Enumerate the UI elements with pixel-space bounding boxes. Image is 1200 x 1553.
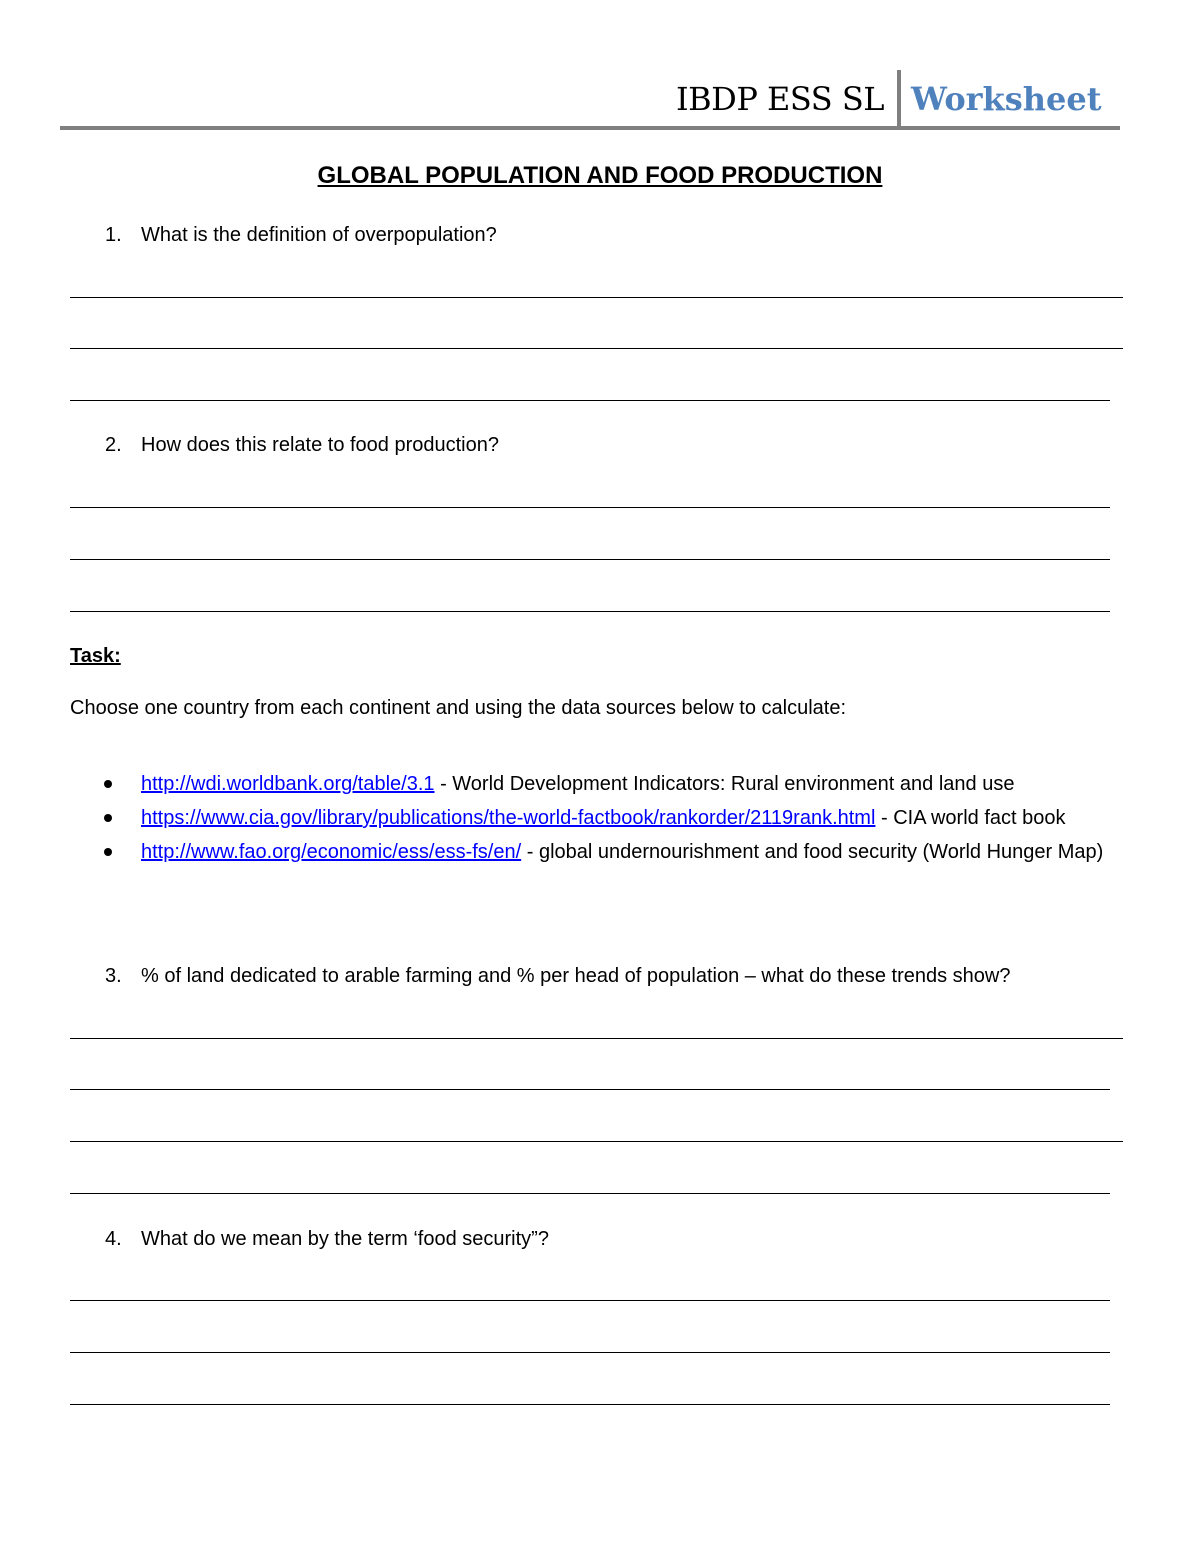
answer-line[interactable] [70,348,1123,349]
header-separator [897,70,901,127]
page-header [60,70,1120,130]
list-item [100,768,1110,800]
answer-line[interactable] [70,507,1110,508]
question-text: What is the definition of overpopulation? [141,224,497,246]
answer-line[interactable] [70,1193,1110,1194]
question-3 [105,965,1010,988]
question-text: % of land dedicated to arable farming and % per head of population – what do these trends show? [141,965,1011,987]
source-description: - World Development Indicators: Rural environment and land use [434,773,1015,795]
task-label: Task: [70,645,121,667]
worldbank-link[interactable]: http://wdi.worldbank.org/table/3.1 [141,773,435,795]
worksheet-title: GLOBAL POPULATION AND FOOD PRODUCTION [317,162,883,189]
question-1 [105,224,497,247]
list-item [100,836,1110,868]
answer-line[interactable] [70,1141,1123,1142]
question-number: 1. [105,224,122,246]
question-number: 3. [105,965,122,987]
question-text: How does this relate to food production? [141,434,499,456]
bullet-icon [104,780,112,788]
data-sources-list [100,768,1110,870]
answer-line[interactable] [70,559,1110,560]
answer-line[interactable] [70,1038,1123,1039]
answer-line[interactable] [70,1089,1110,1090]
cia-factbook-link[interactable]: https://www.cia.gov/library/publications/the-world-factbook/rankorder/2119rank.html [141,807,876,829]
fao-link[interactable]: http://www.fao.org/economic/ess/ess-fs/en/ [141,841,522,863]
task-instructions: Choose one country from each continent and using the data sources below to calculate: [70,697,847,719]
answer-line[interactable] [70,1352,1110,1353]
source-description: - CIA world fact book [875,807,1066,829]
answer-line[interactable] [70,1404,1110,1405]
question-text: What do we mean by the term ‘food security”? [141,1228,549,1250]
answer-line[interactable] [70,400,1110,401]
list-item [100,802,1110,834]
question-number: 2. [105,434,122,456]
course-title: IBDP ESS SL [676,80,884,118]
question-2 [105,434,499,457]
source-description: - global undernourishment and food security (World Hunger Map) [521,841,1104,863]
document-type: Worksheet [911,80,1102,118]
bullet-icon [104,848,112,856]
answer-line[interactable] [70,611,1110,612]
header-rule [60,126,1120,130]
question-number: 4. [105,1228,122,1250]
bullet-icon [104,814,112,822]
answer-line[interactable] [70,297,1123,298]
answer-line[interactable] [70,1300,1110,1301]
question-4 [105,1228,549,1251]
